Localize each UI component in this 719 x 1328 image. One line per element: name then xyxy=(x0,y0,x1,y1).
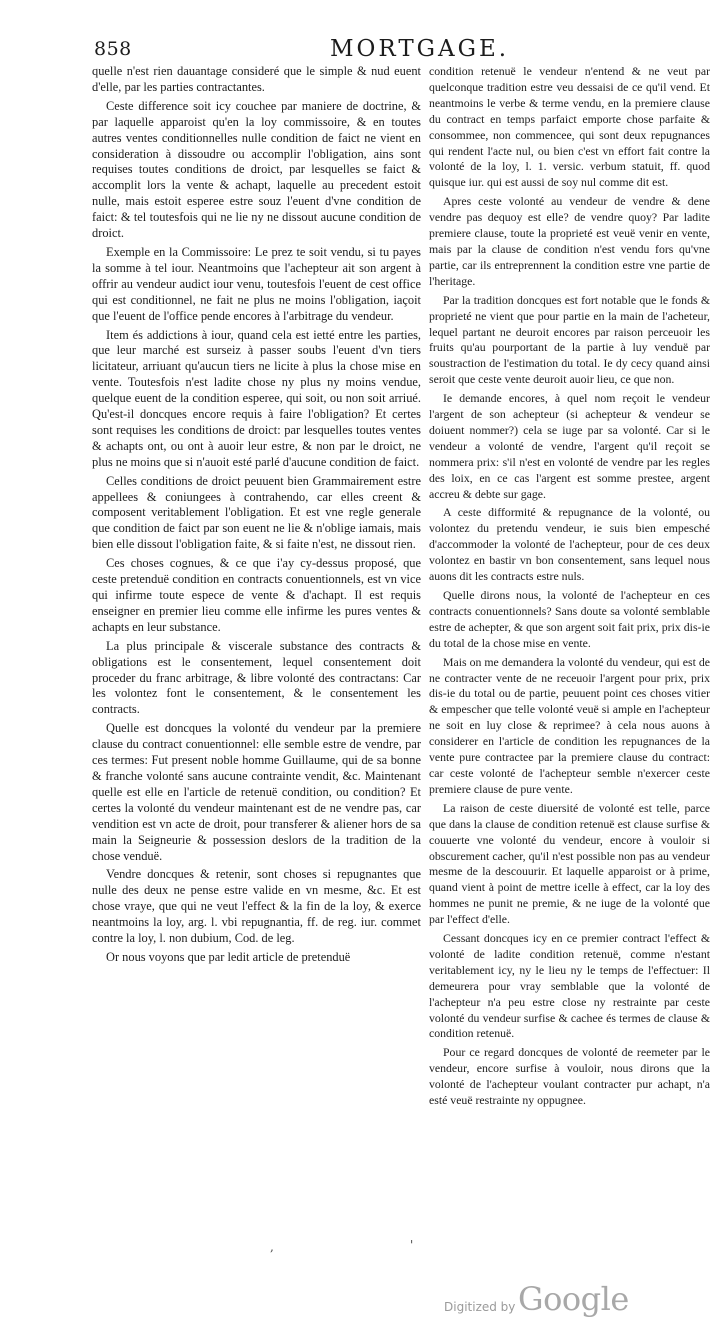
left-paragraph: Vendre doncques & retenir, sont choses si repugnantes que nulle des deux ne pense estre valide en vn mesme, &c. Et est chose vraye, que qui ne veut l'effect & la fin de la loy, & exerce neantmoins la loy, arg. l. vbi repugnantia, ff. de reg. iur. commet contre la loy, l. non dubium, Cod. de leg. xyxy=(92,867,421,946)
left-paragraph: Ces choses cognues, & ce que i'ay cy-dessus proposé, que ceste pretenduë condition en contracts conuentionnels, est vn vice qui infirme toute espece de vente & d'achapt. Il est requis enseigner en premier lieu comme elle infirme les pures ventes & achapts en leur substance. xyxy=(92,556,421,634)
binding-mark: , xyxy=(270,1240,274,1254)
left-paragraph: Ceste difference soit icy couchee par maniere de doctrine, & par laquelle apparoist qu'en la loy commissoire, & en toutes autres ventes conditionnelles nulle condition de faict ne vient en consideration à dissoudre ou accomplir l'obligation, ains sont requises toutes conditions de droict, par lesquelles se faict & accomplit lors la vente & achapt, laquelle au precedent estoit nulle, mais estoit esperee estre souz l'euent d'vne condition de faict: & tel toutesfois qui ne lie ny ne dissout aucune condition de droict. xyxy=(92,98,421,241)
binding-mark: ' xyxy=(410,1238,414,1252)
right-paragraph: Mais on me demandera la volonté du vendeur, qui est de ne contracter vente de ne receuoir l'argent pour prix, prix dis-ie du total ou de partie, peuuent point ces choses vitier & empescher que telle volonté veuë si ample en l'achepteur ne soit en luy close & reprimee? à cela nous auons à considerer en l'article de condition les repugnances de la vente pure contractee par la premiere clause du contract: car ceste volonté de l'achepteur semble n'exercer ceste premiere clause de pure vente. xyxy=(429,654,710,796)
right-paragraph: A ceste difformité & repugnance de la volonté, ou volontez du pretendu vendeur, ie suis bien empesché d'accommoder la volonté de l'achepteur, pour de ces deux volontez en bastir vn bon consentement, sans lequel nous auons dit les contracts estre nuls. xyxy=(429,505,710,584)
right-paragraph: Pour ce regard doncques de volonté de reemeter par le vendeur, encore surfise à vouloir, nous dirons que la volonté de l'achepteur voulant contracter pur achapt, n'a esté veuë restrainte ny oppugnee. xyxy=(429,1045,710,1108)
left-paragraph: Exemple en la Commissoire: Le prez te soit vendu, si tu payes la somme à tel iour. Neantmoins que l'achepteur ait son argent à offrir au vendeur audict iour venu, toutesfois l'euent de cest office qui est conditionnel, ne fait ne plus ne moins l'obligation, iaçoit que l'euent de l'office pende encores à l'arbitrage du vendeur. xyxy=(92,244,421,323)
left-paragraph: Quelle est doncques la volonté du vendeur par la premiere clause du contract conuentionnel: elle semble estre de vendre, par ces termes: Fut present noble homme Guillaume, qui de sa bonne & franche volonté sans aucune contrainte vendit, &c. Maintenant quelle est elle en l'article de retenuë condition, ou condition? Et certes la volonté du vendeur maintenant est de ne vendre pas, car vendition est vn acte de droit, pour transferer & aliener hors de sa main la Seigneurie & possession deslors de la tradition de la chose venduë. xyxy=(92,721,421,863)
left-paragraph: La plus principale & viscerale substance des contracts & obligations est le consentement, lequel consentement doit proceder du franc arbitrage, & libre volonté des contractans: Car les volontez font le consentement, & le consentement les contracts. xyxy=(92,638,421,717)
right-paragraph: Ie demande encores, à quel nom reçoit le vendeur l'argent de son achepteur (si achepteur & vendeur se doiuent nommer?) cela se iuge par sa volonté. Car si le vendeur a volonté de vendre, l'argent qu'il reçoit se nommera prix: s'il n'est en volonté de vendre par les regles des loix, en ce cas l'argent est somme prestee, argent accreu & debte sur gage. xyxy=(429,391,710,501)
right-paragraph: Cessant doncques icy en ce premier contract l'effect & volonté de ladite condition retenuë, comme n'estant veritablement icy, ny le lieu ny le temps de l'effectuer: Il demeurera pour vray semblable que la volonté de l'achepteur n'a peu estre close ny restrainte par ceste volonté du vendeur surfise & cachee és termes de clause & condition retenuë. xyxy=(429,931,710,1041)
google-logo: Google xyxy=(518,1280,629,1318)
running-head: MORTGAGE. xyxy=(330,36,510,62)
right-paragraph: Quelle dirons nous, la volonté de l'achepteur en ces contracts conuentionnels? Sans doute sa volonté semblable estre de achepter, & que son argent soit fait prix, prix dis-ie du total de la chose mise en vente. xyxy=(429,588,710,650)
digitized-by-label: Digitized by xyxy=(444,1300,516,1314)
right-paragraph: condition retenuë le vendeur n'entend & ne veut par quelconque tradition estre veu dessaisi de ce qu'il vend. Et neantmoins le verbe & terme vendu, en la premiere clause du contract en temps parfaict emporte chose parfaite & consommee, non commencee, qui sont deux repugnances qui rendent l'acte nul, ou bien c'est vn effort fait contre la volonté de la loy, l. 1. versic. verbum statuit, ff. quod quisque iur. qui est aussi de soy nul comme dit est. xyxy=(429,64,710,190)
left-paragraph: Or nous voyons que par ledit article de pretenduë xyxy=(106,949,351,964)
page-number: 858 xyxy=(94,38,132,60)
left-paragraph: Celles conditions de droict peuuent bien Grammairement estre appellees & coniungees à contrahendo, car elles creent & composent veritablement l'obligation. Et est vne regle generale que condition de faict par son euent ne lie & n'oblige iamais, mais bien elle dissout l'obligation faite, & si faite n'est, ne dissout rien. xyxy=(92,473,421,552)
right-column xyxy=(429,64,710,1112)
right-paragraph: La raison de ceste diuersité de volonté est telle, parce que dans la clause de condition retenuë est clause surfise & couuerte vne volonté du vendeur, encore à vouloir si obscurement cacher, qu'il n'est possible non pas au vendeur mesme de la descouurir. Et laquelle apparoist or à prime, quand vient à point de mettre icelle à effect, car la loy des hommes ne punit ne premie, & ne iuge de la volonté que par l'effect d'elle. xyxy=(429,800,710,927)
right-paragraph: Par la tradition doncques est fort notable que le fonds & proprieté ne vient que pour partie en la main de l'acheteur, lequel partant ne deuroit encores par raison perceuoir les fruits qu'au pourportant de la partie à luy venduë par soustraction de l'estimation du total. Ie dy cecy quand ainsi seroit que ceste vente deuroit auoir lieu, ce que non. xyxy=(429,292,710,387)
left-column xyxy=(92,64,421,969)
left-paragraph: quelle n'est rien dauantage consideré que le simple & nud euent d'elle, par les parties contractantes. xyxy=(92,64,421,94)
left-paragraph: Item és addictions à iour, quand cela est ietté entre les parties, que leur marché est surseiz à passer soubs l'euent d'vn tiers licitateur, arriuant qu'aucun tiers ne licite à plus la chose mise en vente. Toutesfois n'est ladite chose ny plus ny moins vendue, quelque euent de la condition esperee, qui soit, ou non soit arriué. Qu'est-il doncques encore requis à faire l'obligation? Et certes sont requises les conditions de droict: par lesquelles toutes ventes & achapts ont, ou ont à auoir leur estre, & non par le droict, ne plus ne moins que si n'auoit esté parlé d'aucune condition de faict. xyxy=(92,327,421,469)
right-paragraph: Apres ceste volonté au vendeur de vendre & dene vendre pas dequoy est elle? de vendre quoy? Par ladite premiere clause, toute la proprieté est veuë venir en vente, mais par la clause de condition n'est vendu fors qu'vne partie, car ils entreprennent la condition estre vne partie de l'heritage. xyxy=(429,194,710,288)
